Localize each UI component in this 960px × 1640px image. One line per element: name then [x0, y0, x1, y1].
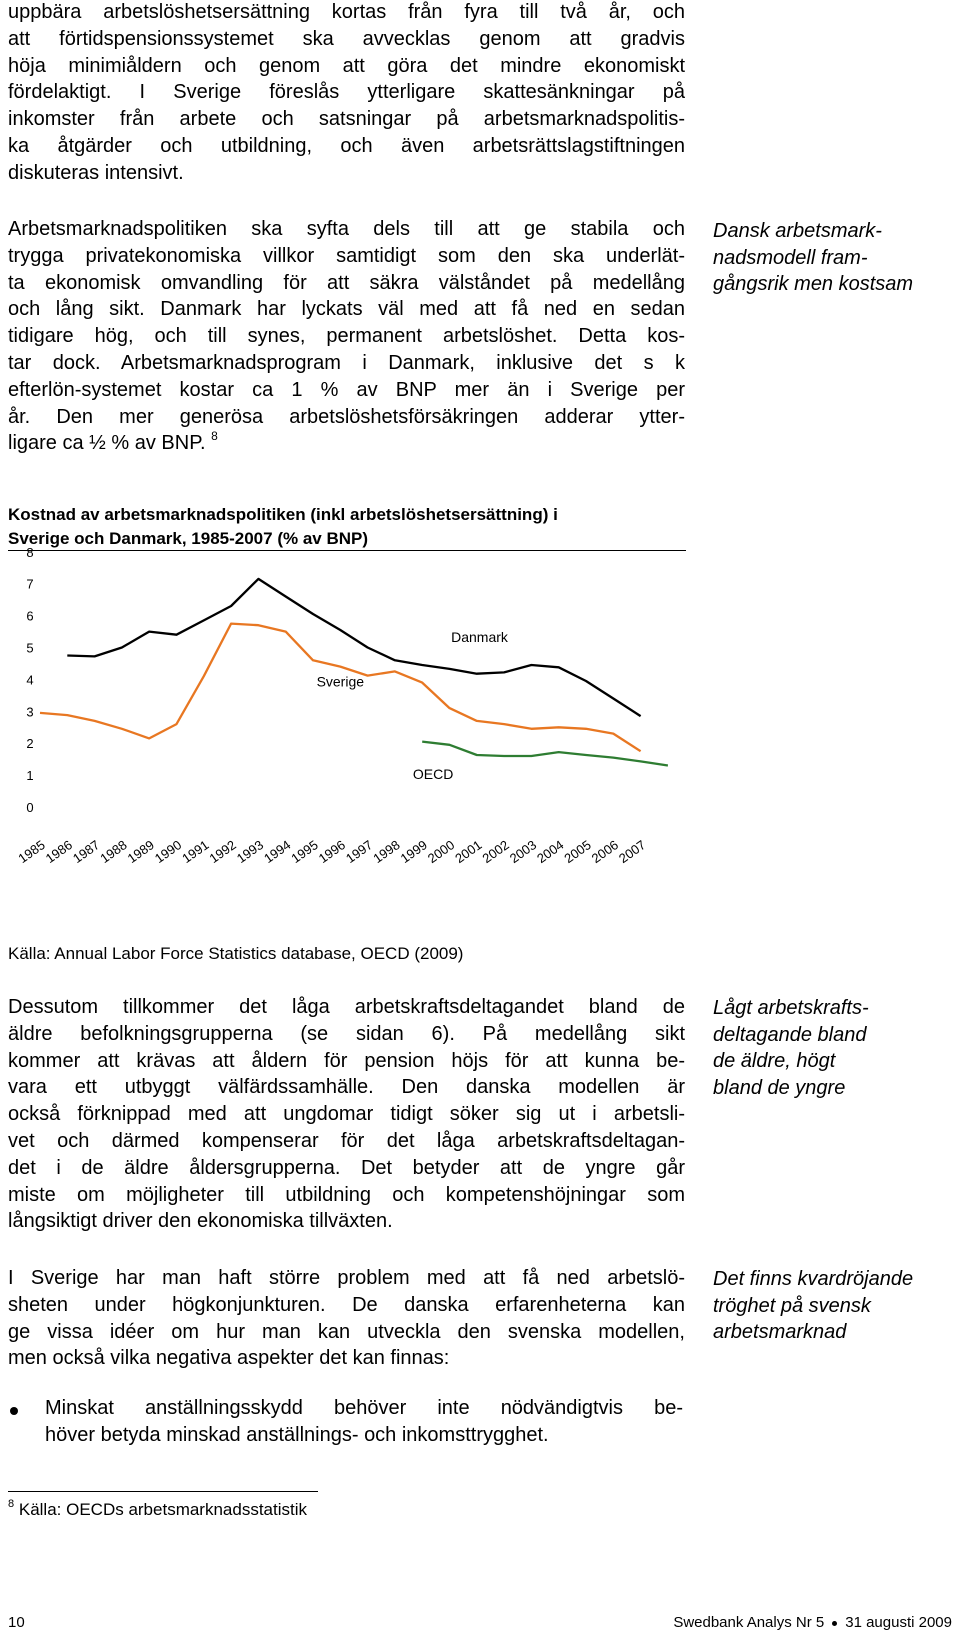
y-tick-label: 2: [26, 736, 34, 752]
text-line: inkomster från arbete och satsningar på arbetsmarknadspolitis-: [8, 108, 685, 131]
x-tick-label: 1989: [124, 837, 157, 867]
x-tick-label: 2003: [506, 837, 540, 867]
text-line: ta ekonomisk omvandling för att säkra välståndet på medellång: [8, 271, 685, 294]
x-tick-label: 1995: [288, 837, 321, 867]
text-line: trygga privatekonomiska villkor samtidigt som den ska underlät-: [8, 244, 685, 267]
y-tick-label: 6: [26, 608, 34, 624]
text-line: ge vissa idéer om hur man kan utveckla den svenska modellen,: [8, 1320, 685, 1343]
chart-title: [8, 503, 688, 551]
sidenote-line: tröghet på svensk: [713, 1294, 871, 1317]
publication-name: Swedbank Analys Nr 5: [673, 1614, 825, 1631]
sidenote-line: Lågt arbetskrafts-: [713, 997, 869, 1019]
paragraph-4: [8, 1265, 685, 1372]
footnote: [8, 1500, 307, 1520]
text-line: men också vilka negativa aspekter det kan finnas:: [8, 1347, 450, 1370]
paragraph-3: [8, 994, 685, 1235]
sidenote-line: arbetsmarknad: [713, 1321, 847, 1343]
sidenote-low-participation: [713, 995, 953, 1101]
text-line: vara ett utbyggt välfärdssamhälle. Den danska modellen är: [8, 1076, 685, 1099]
line-chart: [0, 544, 700, 900]
text-line: tidigare hög, och till synes, permanent arbetslöshet. Detta kos-: [8, 325, 685, 348]
sidenote-danish-model: [713, 218, 953, 298]
x-tick-label: 2007: [616, 837, 649, 867]
bullet-line: Minskat anställningsskydd behöver inte nödvändigtvis be-: [45, 1397, 683, 1419]
text-line: det i de äldre åldersgrupperna. Det betyder att de yngre går: [8, 1156, 685, 1179]
y-tick-label: 4: [26, 672, 34, 688]
sidenote-line: bland de yngre: [713, 1076, 846, 1099]
x-tick-label: 1987: [70, 837, 103, 867]
x-tick-label: 1998: [370, 837, 403, 867]
sidenote-line: Dansk arbetsmark-: [713, 220, 882, 242]
footnote-rule: [8, 1491, 318, 1492]
x-tick-label: 1994: [261, 837, 294, 867]
paragraph-2: [8, 216, 685, 457]
x-tick-label: 2002: [479, 837, 512, 867]
series-line-danmark: [67, 579, 640, 716]
y-tick-label: 3: [26, 704, 34, 720]
series-label: Danmark: [451, 628, 508, 645]
separator-dot-icon: [832, 1621, 837, 1626]
sidenote-line: nadsmodell fram-: [713, 246, 868, 269]
x-tick-label: 1990: [151, 837, 185, 867]
paragraph-1: [8, 0, 685, 187]
x-tick-label: 1996: [315, 837, 349, 867]
y-tick-label: 7: [26, 576, 34, 592]
text-line: att förtidspensionssystemet ska avvecklas genom att gradvis: [8, 27, 685, 50]
footnote-number: 8: [8, 1498, 15, 1510]
text-line: också förknippad med att ungdomar tidigt söker sig ut i arbetsli-: [8, 1103, 685, 1126]
sidenote-line: de äldre, högt: [713, 1050, 836, 1072]
text-line: [8, 430, 685, 457]
x-tick-label: 2000: [424, 837, 458, 867]
y-tick-label: 0: [26, 800, 34, 815]
footnote-ref[interactable]: 8: [211, 429, 218, 444]
text-line: uppbära arbetslöshetsersättning kortas från fyra till två år, och: [8, 1, 685, 23]
footnote-text: Källa: OECDs arbetsmarknadsstatistik: [18, 1500, 308, 1519]
text-line: långsiktigt driver den ekonomiska tillväxten.: [8, 1210, 393, 1233]
text-line: tar dock. Arbetsmarknadsprogram i Danmark, inklusive det s k: [8, 351, 685, 374]
x-tick-label: 1988: [97, 837, 130, 867]
text-line: höja minimiåldern och genom att göra det mindre ekonomiskt: [8, 54, 685, 77]
x-tick-label: 1997: [343, 837, 376, 867]
text-line: kommer att krävas att åldern för pension höjs för att kunna be-: [8, 1049, 685, 1072]
series-label: Sverige: [316, 673, 365, 690]
x-tick-label: 2005: [561, 837, 594, 867]
x-tick-label: 1985: [15, 837, 48, 867]
x-tick-label: 1991: [179, 837, 212, 867]
y-tick-label: 5: [26, 640, 34, 656]
x-tick-label: 1986: [42, 837, 76, 867]
x-tick-label: 2004: [534, 837, 567, 867]
text-line: ka åtgärder och utbildning, och även arbetsrättslagstiftningen: [8, 134, 685, 157]
y-tick-label: 8: [26, 544, 34, 560]
text-line: sheten under högkonjunkturen. De danska erfarenheterna kan: [8, 1293, 685, 1316]
chart-title-line: Kostnad av arbetsmarknadspolitiken (inkl arbetslöshetsersättning) i: [8, 505, 558, 524]
x-tick-label: 1999: [397, 837, 430, 867]
text-line: och lång sikt. Danmark har lyckats väl med att få ned en sedan: [8, 298, 685, 321]
text-line: äldre befolkningsgrupperna (se sidan 6). På medellång sikt: [8, 1022, 685, 1045]
bullet-text: [45, 1395, 683, 1449]
sidenote-swedish-inertia: [713, 1266, 953, 1346]
footer-publication: [673, 1614, 952, 1631]
text-line: I Sverige har man haft större problem med att få ned arbetslö-: [8, 1267, 685, 1289]
text-line: efterlön-systemet kostar ca 1 % av BNP mer än i Sverige per: [8, 378, 685, 401]
sidenote-line: gångsrik men kostsam: [713, 273, 914, 295]
page-number: 10: [8, 1614, 25, 1631]
text-line: diskuteras intensivt.: [8, 161, 184, 184]
x-tick-label: 1992: [206, 837, 239, 867]
chart-source: Källa: Annual Labor Force Statistics database, OECD (2009): [8, 944, 464, 963]
text-line: miste om möjligheter till utbildning och kompetenshöjningar som: [8, 1183, 685, 1206]
x-tick-label: 2001: [452, 837, 485, 867]
bullet-line: höver betyda minskad anställnings- och inkomsttrygghet.: [45, 1424, 549, 1446]
y-tick-label: 1: [26, 768, 34, 784]
text-line: år. Den mer generösa arbetslöshetsförsäkringen adderar ytter-: [8, 405, 685, 428]
series-label: OECD: [412, 766, 454, 783]
x-tick-label: 2006: [588, 837, 622, 867]
sidenote-line: deltagande bland: [713, 1023, 867, 1046]
chart-title-rule: [8, 550, 686, 551]
x-tick-label: 1993: [233, 837, 267, 867]
text-line: Dessutom tillkommer det låga arbetskraftsdeltagandet bland de: [8, 996, 685, 1018]
text-line: vet och därmed kompenserar för det låga arbetskraftsdeltagan-: [8, 1129, 685, 1152]
text-line: fördelaktigt. I Sverige föreslås ytterligare skattesänkningar på: [8, 81, 685, 104]
sidenote-line: Det finns kvardröjande: [713, 1268, 914, 1290]
publication-date: 31 augusti 2009: [845, 1614, 952, 1631]
text-line: Arbetsmarknadspolitiken ska syfta dels till att ge stabila och: [8, 218, 685, 240]
chart-title-line: Sverige och Danmark, 1985-2007 (% av BNP): [8, 529, 369, 548]
bullet-point-icon: [10, 1407, 18, 1415]
text-line-content: ligare ca ½ % av BNP.: [8, 432, 206, 455]
